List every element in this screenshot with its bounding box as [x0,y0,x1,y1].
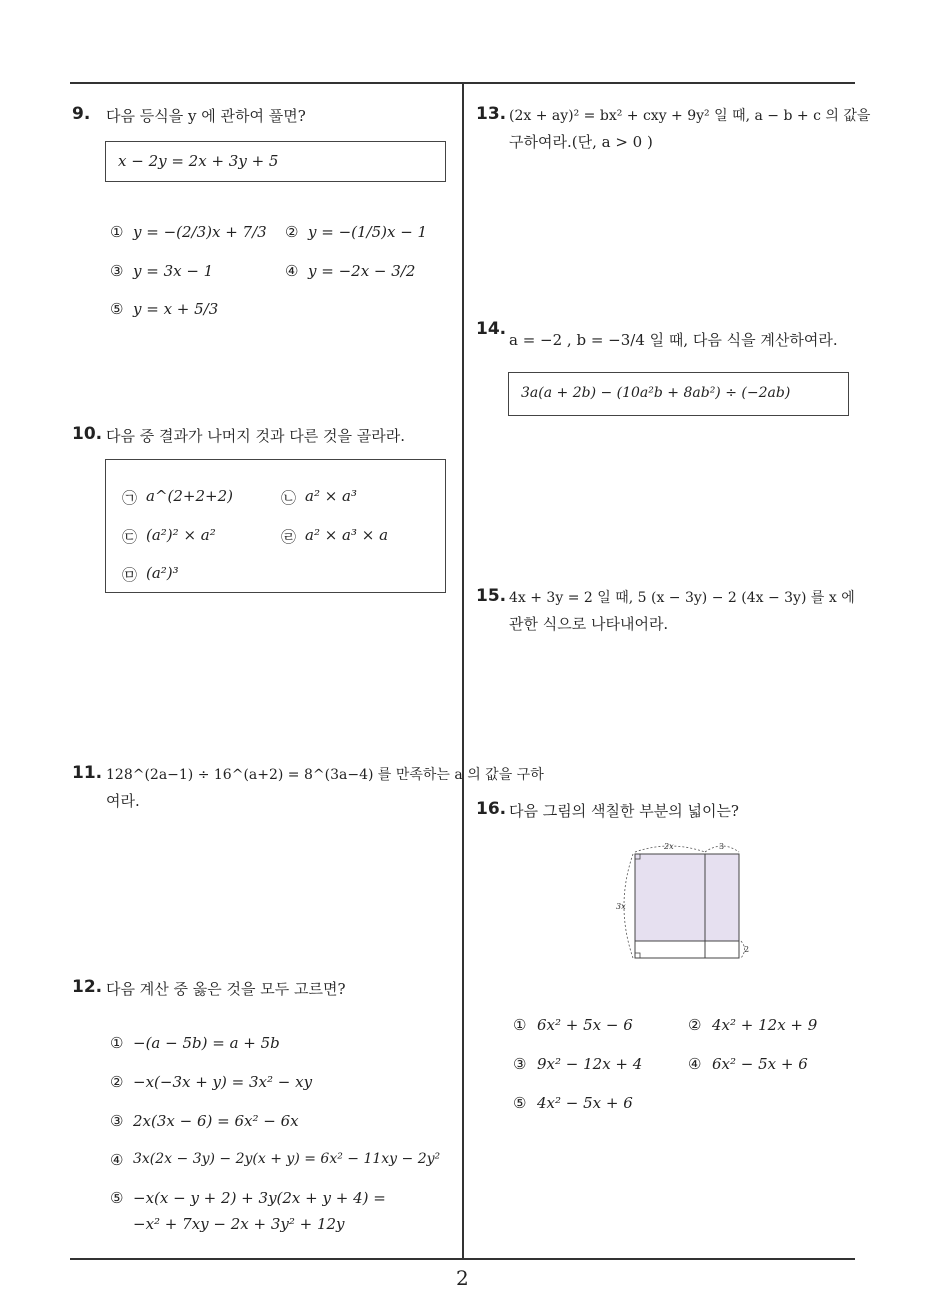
q12-choice-5-mark: ⑤ [110,1189,124,1207]
q13-line2: 구하여라.(단, a > 0 ) [509,133,653,151]
q16-choice-2-mark: ② [688,1016,702,1034]
q10-item-3: (a²)² × a² [146,526,216,544]
q12-choice-4-mark: ④ [110,1151,124,1169]
q9-choice-2-mark: ② [285,223,299,241]
q10-item-4-mark: ㉣ [281,528,297,546]
q12-choice-1-mark: ① [110,1034,124,1052]
bottom-rule [70,1258,855,1260]
q16-choice-4: 6x² − 5x + 6 [712,1055,808,1073]
q10-box [105,459,446,593]
q9-box-equation: x − 2y = 2x + 3y + 5 [118,152,279,170]
q13-number: 13. [476,104,507,124]
q16-label-top-right: 3 [719,842,725,851]
q12-choice-1: −(a − 5b) = a + 5b [133,1034,280,1052]
column-divider [462,82,464,1260]
q16-label-right: 2 [744,945,750,954]
q9-choice-4: y = −2x − 3/2 [308,262,416,280]
q16-label-top-left: 2x [664,842,674,851]
q16-number: 16. [476,799,507,819]
q16-choice-3: 9x² − 12x + 4 [537,1055,643,1073]
q9-text: 다음 등식을 y 에 관하여 풀면? [106,107,306,125]
q10-item-3-mark: ㉢ [122,528,138,546]
q10-item-5: (a²)³ [146,564,179,582]
q9-choice-1-mark: ① [110,223,124,241]
q9-choice-5-mark: ⑤ [110,300,124,318]
q10-item-4: a² × a³ × a [305,526,389,544]
q15-number: 15. [476,586,507,606]
q9-box [105,141,446,182]
q16-figure [610,838,760,963]
q16-text: 다음 그림의 색칠한 부분의 넓이는? [509,802,739,820]
q16-choice-3-mark: ③ [513,1055,527,1073]
q16-choice-1-mark: ① [513,1016,527,1034]
q12-number: 12. [72,977,103,997]
q14-text: a = −2 , b = −3/4 일 때, 다음 식을 계산하여라. [509,331,838,349]
q15-line1: 4x + 3y = 2 일 때, 5 (x − 3y) − 2 (4x − 3y) 를 x 에 [509,590,855,606]
q16-choice-4-mark: ④ [688,1055,702,1073]
q16-choice-5: 4x² − 5x + 6 [537,1094,633,1112]
q11-line2: 여라. [106,792,140,810]
q12-choice-5: −x(x − y + 2) + 3y(2x + y + 4) = [133,1189,386,1207]
q12-choice-2: −x(−3x + y) = 3x² − xy [133,1073,313,1091]
q10-item-2-mark: ㉡ [281,489,297,507]
q9-number: 9. [72,104,91,124]
q16-shaded-region [635,854,739,941]
q10-item-1: a^(2+2+2) [146,487,233,505]
q11-line1: 128^(2a−1) ÷ 16^(a+2) = 8^(3a−4) 를 만족하는 a 의 값을 구하 [106,767,544,783]
q16-label-left: 3x [616,902,626,911]
q9-choice-1: y = −(2/3)x + 7/3 [133,223,267,241]
q9-choice-5: y = x + 5/3 [133,300,219,318]
q11-number: 11. [72,763,103,783]
q16-choice-2: 4x² + 12x + 9 [712,1016,818,1034]
q12-text: 다음 계산 중 옳은 것을 모두 고르면? [106,980,346,998]
q12-choice-2-mark: ② [110,1073,124,1091]
q12-choice-5-cont: −x² + 7xy − 2x + 3y² + 12y [133,1215,345,1233]
q10-item-2: a² × a³ [305,487,358,505]
q10-item-1-mark: ㉠ [122,489,138,507]
q12-choice-4: 3x(2x − 3y) − 2y(x + y) = 6x² − 11xy − 2y² [133,1151,441,1167]
q16-corner-mark-bottom [635,953,640,958]
q16-choice-1: 6x² + 5x − 6 [537,1016,633,1034]
page-number: 2 [456,1266,469,1290]
q16-choice-5-mark: ⑤ [513,1094,527,1112]
q10-number: 10. [72,424,103,444]
q14-number: 14. [476,319,507,339]
q9-choice-3-mark: ③ [110,262,124,280]
q15-line2: 관한 식으로 나타내어라. [509,615,669,633]
q10-text: 다음 중 결과가 나머지 것과 다른 것을 골라라. [106,427,405,445]
q10-item-5-mark: ㉤ [122,566,138,584]
q14-box-expression: 3a(a + 2b) − (10a²b + 8ab²) ÷ (−2ab) [521,385,791,401]
q12-choice-3-mark: ③ [110,1112,124,1130]
q14-box [508,372,849,416]
q12-choice-3: 2x(3x − 6) = 6x² − 6x [133,1112,299,1130]
q9-choice-4-mark: ④ [285,262,299,280]
q9-choice-2: y = −(1/5)x − 1 [308,223,428,241]
q13-line1: (2x + ay)² = bx² + cxy + 9y² 일 때, a − b + c 의 값을 [509,108,871,124]
q9-choice-3: y = 3x − 1 [133,262,214,280]
